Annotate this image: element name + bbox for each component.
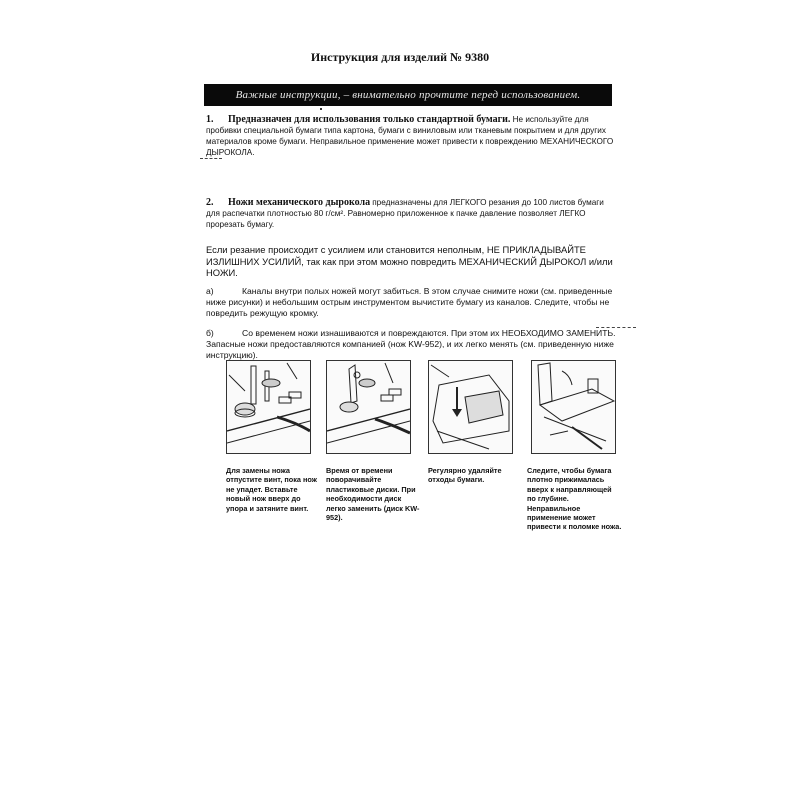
scan-artifact-dot: [320, 108, 322, 110]
scan-artifact-line: [596, 327, 636, 328]
disk-rotation-illustration: [327, 361, 410, 453]
section-2: [206, 197, 616, 230]
illustration-panel-1: [226, 360, 311, 454]
caption-2: Время от времени поворачивайте пластиковые диски. При необходимости диск легко заменить (диск KW-952).: [326, 466, 420, 523]
important-notice-banner: Важные инструкции, – внимательно прочтите перед использованием.: [204, 84, 612, 106]
scan-artifact-line: [200, 158, 222, 159]
item-b-label: б): [206, 328, 214, 338]
item-a-text: Каналы внутри полых ножей могут забиться. В этом случае снимите ножи (см. приведенные ниже рисунки) и небольшим острым инструментом вычистите бумагу из каналов. Следите, чтобы не повредить режущую кромку.: [206, 286, 613, 318]
section-2-body: предназначены для ЛЕГКОГО резания до 100 листов бумаги для распечатки плотностью 80 г/см². Равномерно приложенное к пачке давление позволяет ЛЕГКО прорезать бумагу.: [206, 198, 604, 229]
item-a-label: а): [206, 286, 214, 296]
caption-3: Регулярно удаляйте отходы бумаги.: [428, 466, 502, 485]
section-1: [206, 114, 616, 158]
illustration-panel-3: [428, 360, 513, 454]
item-b-text: Со временем ножи изнашиваются и повреждаются. При этом их НЕОБХОДИМО ЗАМЕНИТЬ. Запасные ножи предоставляются компанией (нож KW-952), и их легко менять (см. приведенную ниже инструкцию).: [206, 328, 616, 360]
section-2-heading: Ножи механического дырокола: [228, 197, 371, 208]
paper-guide-illustration: [532, 361, 615, 453]
caption-1: Для замены ножа отпустите винт, пока нож не упадет. Вставьте новый нож вверх до упора и затяните винт.: [226, 466, 317, 513]
warning-paragraph: Если резание происходит с усилием или становится неполным, НЕ ПРИКЛАДЫВАЙТЕ ИЗЛИШНИХ УСИЛИЙ, так как при этом можно повредить МЕХАНИЧЕСКИЙ ДЫРОКОЛ и/или НОЖИ.: [206, 244, 613, 278]
knife-replacement-illustration: [227, 361, 310, 453]
item-b: [206, 328, 616, 361]
waste-removal-illustration: [429, 361, 512, 453]
caption-4: Следите, чтобы бумага плотно прижималась вверх к направляющей по глубине. Неправильное применение может привести к поломке ножа.: [527, 466, 622, 532]
illustration-panel-4: [531, 360, 616, 454]
illustration-panel-2: [326, 360, 411, 454]
section-2-number: 2.: [206, 197, 214, 208]
section-1-number: 1.: [206, 114, 214, 125]
item-a: [206, 286, 616, 319]
page-title: Инструкция для изделий № 9380: [310, 50, 490, 64]
section-1-body: Не используйте для пробивки специальной бумаги типа картона, бумаги с виниловым или тканевым покрытием и для других материалов кроме бумаги. Неправильное применение может привести к повреждению МЕХАНИЧЕСКОГО ДЫРОКОЛА.: [206, 115, 614, 157]
section-1-heading: Предназначен для использования только стандартной бумаги.: [228, 114, 511, 125]
